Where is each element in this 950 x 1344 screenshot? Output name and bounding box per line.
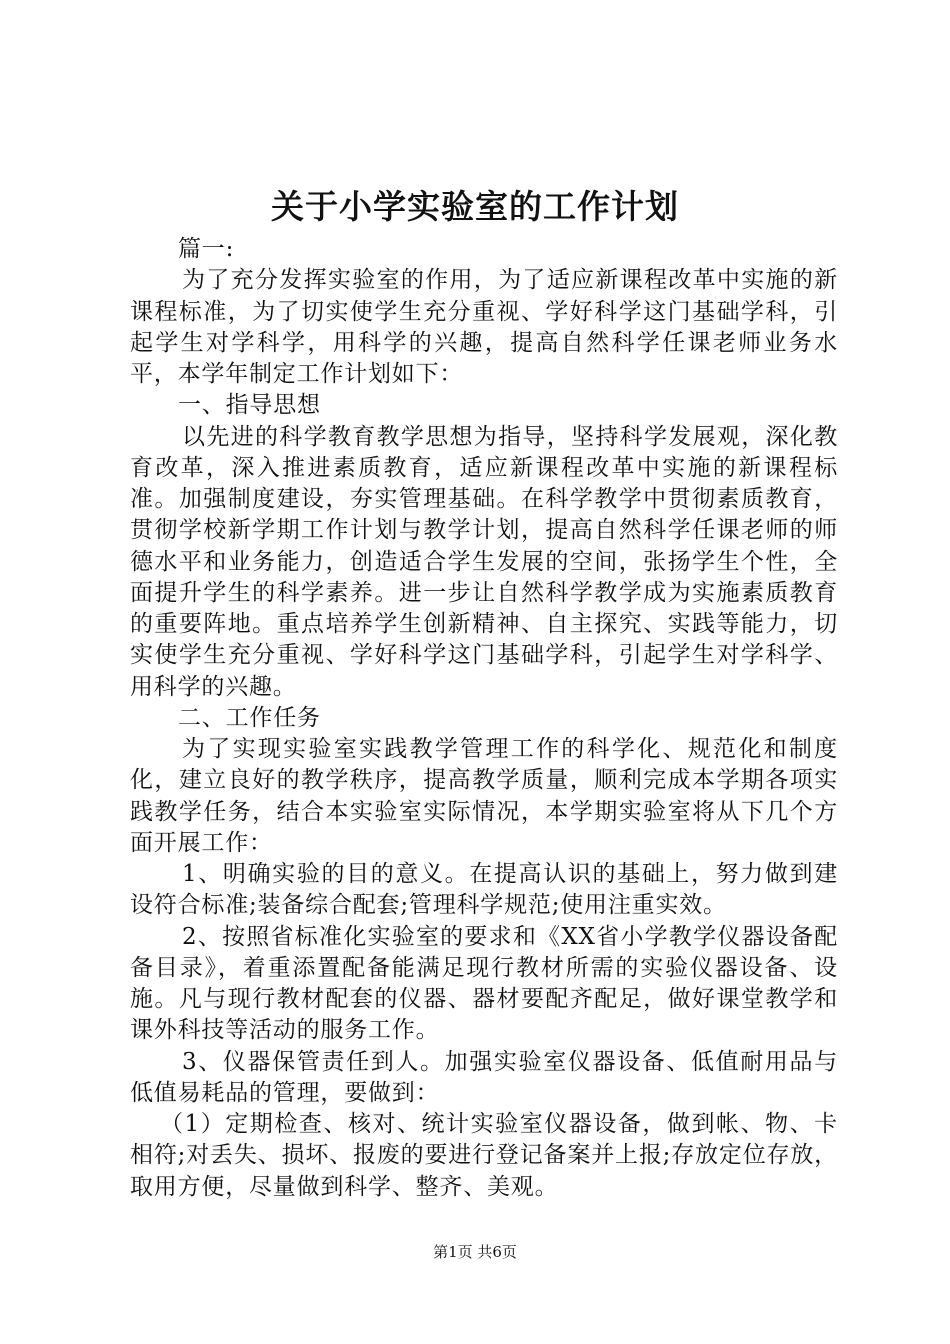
task-item-3: 3、仪器保管责任到人。加强实验室仪器设备、低值耐用品与低值易耗品的管理，要做到：	[130, 1048, 838, 1106]
guiding-thought-paragraph: 以先进的科学教育教学思想为指导，坚持科学发展观，深化教育改革，深入推进素质教育，适应新课程改革中实施的新课程标准。加强制度建设，夯实管理基础。在科学教学中贯彻素质教育，贯彻学校新学期工作计划与教学计划，提高自然科学任课老师的师德水平和业务能力，创造适合学生发展的空间，张扬学生个性，全面提升学生的科学素养。进一步让自然科学教学成为实施素质教育的重要阵地。重点培养学生创新精神、自主探究、实践等能力，切实使学生充分重视、学好科学这门基础学科，引起学生对学科学、用科学的兴趣。	[130, 423, 838, 700]
task-item-1: 1、明确实验的目的意义。在提高认识的基础上，努力做到建设符合标准;装备综合配套;管理科学规范;使用注重实效。	[130, 861, 838, 919]
heading-guiding-thought: 一、指导思想	[178, 392, 321, 419]
document-title: 关于小学实验室的工作计划	[271, 187, 679, 226]
work-tasks-paragraph: 为了实现实验室实践教学管理工作的科学化、规范化和制度化，建立良好的教学秩序，提高教学质量，顺利完成本学期各项实践教学任务，结合本实验室实际情况，本学期实验室将从下几个方面开展工作：	[130, 736, 838, 856]
task-subitem-1: （1）定期检查、核对、统计实验室仪器设备，做到帐、物、卡相符;对丢失、损坏、报废的要进行登记备案并上报;存放定位存放，取用方便，尽量做到科学、整齐、美观。	[130, 1111, 838, 1200]
page-footer: 第1页 共6页	[433, 1243, 517, 1261]
document-body	[130, 234, 838, 1203]
heading-work-tasks: 二、工作任务	[178, 704, 321, 731]
section-label: 篇一:	[178, 236, 235, 262]
task-item-2: 2、按照省标准化实验室的要求和《XX省小学教学仪器设备配备目录》，着重添置配备能满足现行教材所需的实验仪器设备、设施。凡与现行教材配套的仪器、器材要配齐配足，做好课堂教学和课外科技等活动的服务工作。	[130, 923, 838, 1044]
intro-paragraph: 为了充分发挥实验室的作用，为了适应新课程改革中实施的新课程标准，为了切实使学生充分重视、学好科学这门基础学科，引起学生对学科学，用科学的兴趣，提高自然科学任课老师业务水平，本学年制定工作计划如下：	[130, 267, 838, 387]
